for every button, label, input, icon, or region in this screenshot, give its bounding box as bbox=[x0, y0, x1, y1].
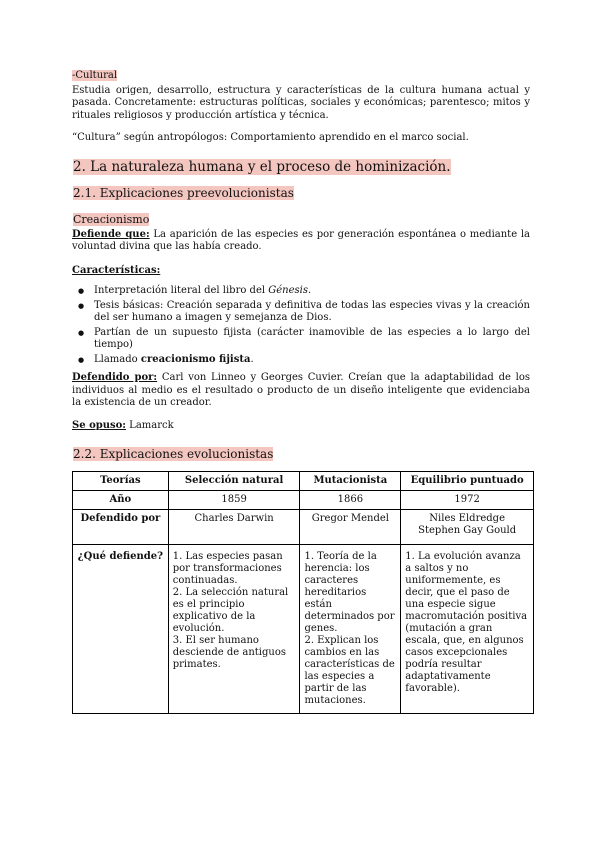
table-header-cell: Selección natural bbox=[168, 472, 300, 491]
section-2-1-heading: 2.1. Explicaciones preevolucionistas bbox=[73, 185, 294, 200]
table-row-header: ¿Qué defiende? bbox=[73, 545, 169, 714]
document-page bbox=[72, 70, 530, 714]
defendido-por-label: Defendido por: bbox=[72, 372, 158, 383]
table-header-cell: Mutacionista bbox=[300, 472, 401, 491]
list-item: ● Interpretación literal del libro del Génesis. bbox=[94, 285, 530, 298]
table-row bbox=[73, 510, 534, 545]
table-cell: 1972 bbox=[401, 491, 534, 510]
table-cell: Gregor Mendel bbox=[300, 510, 401, 545]
table-header-row bbox=[73, 472, 534, 491]
table-row bbox=[73, 545, 534, 714]
table-header-cell: Equilibrio puntuado bbox=[401, 472, 534, 491]
section-2-2-heading: 2.2. Explicaciones evolucionistas bbox=[73, 447, 274, 461]
se-opuso-paragraph: Se opuso: Lamarck bbox=[72, 419, 174, 431]
defendido-por-paragraph: Defendido por: Carl von Linneo y Georges Cuvier. Creían que la adaptabilidad de los individuos al medio es el resultado o producto de un diseño inteligente que evidenciaba la existencia de un creador. bbox=[72, 372, 530, 408]
table-cell: Niles Eldredge Stephen Gay Gould bbox=[401, 510, 534, 545]
table-row-header: Defendido por bbox=[73, 510, 169, 545]
creacionismo-heading: Creacionismo bbox=[73, 212, 150, 226]
theories-table bbox=[72, 471, 534, 714]
cultural-description: Estudia origen, desarrollo, estructura y características de la cultura humana actual y pasada. Concretamente: estructuras políticas, sociales y económicas; parentesco; mitos y rituales religiosos y producción artística y técnica. bbox=[72, 84, 530, 121]
list-item: ● Llamado creacionismo fijista. bbox=[94, 354, 530, 367]
cultural-label: -Cultural bbox=[72, 70, 118, 81]
caracteristicas-heading: Características: bbox=[72, 264, 161, 276]
list-item: ● Tesis básicas: Creación separada y definitiva de todas las especies vivas y la creación del ser humano a imagen y semejanza de Dios. bbox=[94, 300, 530, 325]
cultura-quote: “Cultura” según antropólogos: Comportamiento aprendido en el marco social. bbox=[72, 132, 469, 143]
table-cell: 1866 bbox=[300, 491, 401, 510]
table-cell: 1. Las especies pasan por transformaciones continuadas. 2. La selección natural es el principio explicativo de la evolución. 3. El ser humano desciende de antiguos primates. bbox=[168, 545, 300, 714]
table-header-cell: Teorías bbox=[73, 472, 169, 491]
table-cell: 1. La evolución avanza a saltos y no uniformemente, es decir, que el paso de una especie sigue macromutación positiva (mutación a gran escala, que, en algunos casos excepcionales podría resultar adaptativamente favorable). bbox=[401, 545, 534, 714]
list-item: ● Partían de un supuesto fijista (carácter inamovible de las especies a lo largo del tiempo) bbox=[94, 327, 530, 352]
defiende-que-paragraph: Defiende que: La aparición de las especies es por generación espontánea o mediante la voluntad divina que las había creado. bbox=[72, 228, 530, 252]
table-cell: 1. Teoría de la herencia: los caracteres hereditarios están determinados por genes. 2. Explican los cambios en las características de las especies a partir de las mutaciones. bbox=[300, 545, 401, 714]
section-2-heading: 2. La naturaleza humana y el proceso de hominización. bbox=[73, 158, 451, 175]
table-row-header: Año bbox=[73, 491, 169, 510]
table-cell: Charles Darwin bbox=[168, 510, 300, 545]
se-opuso-label: Se opuso: bbox=[72, 419, 126, 431]
caracteristicas-list bbox=[72, 285, 530, 366]
table-cell: 1859 bbox=[168, 491, 300, 510]
table-row bbox=[73, 491, 534, 510]
defiende-que-label: Defiende que: bbox=[72, 228, 150, 240]
